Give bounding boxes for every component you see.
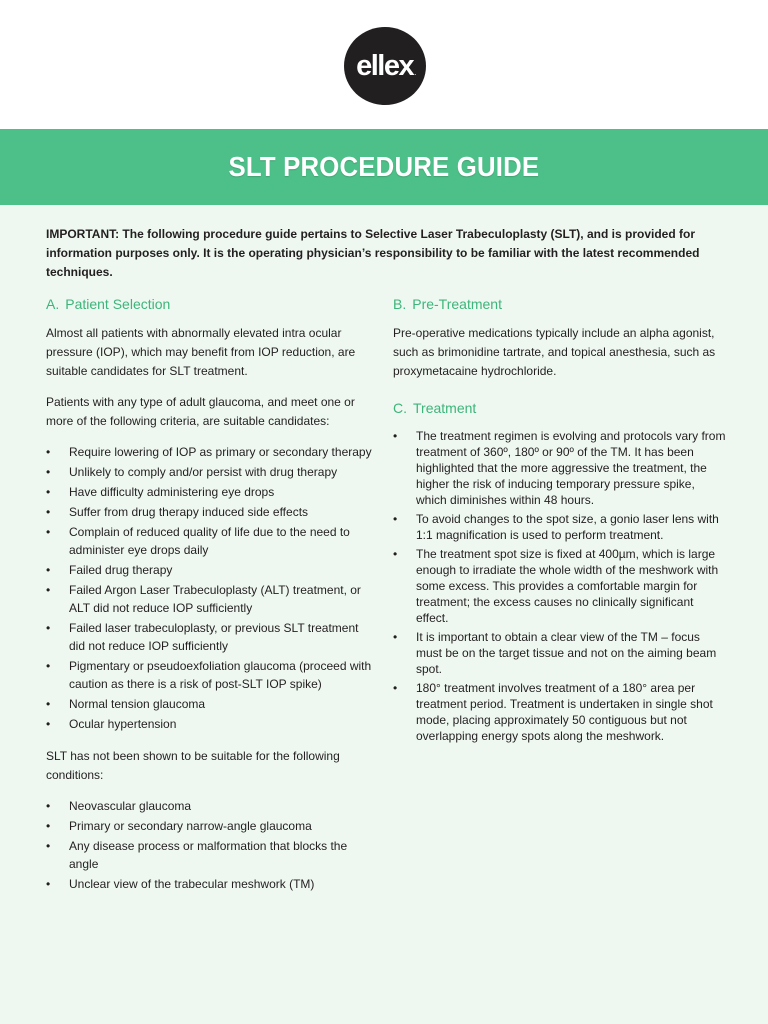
list-item: • 180° treatment involves treatment of a 180° area per treatment period. Treatment is undertaken in single shot mode, placing approximately 50 contiguous but not overlapping energy spots along the meshwork. — [393, 680, 726, 744]
list-item: • Failed drug therapy — [46, 561, 376, 579]
list-item: • Complain of reduced quality of life due to the need to administer eye drops daily — [46, 523, 376, 559]
title-banner — [0, 129, 768, 205]
list-item: • Ocular hypertension — [46, 715, 376, 733]
list-item: • Any disease process or malformation that blocks the angle — [46, 837, 376, 873]
list-item: • Normal tension glaucoma — [46, 695, 376, 713]
left-column — [46, 295, 376, 907]
section-letter: C. — [393, 400, 407, 416]
list-item: • Require lowering of IOP as primary or secondary therapy — [46, 443, 376, 461]
criteria-list — [46, 443, 376, 733]
section-letter: B. — [393, 296, 407, 312]
logo-mark: . — [414, 67, 415, 77]
header — [0, 0, 768, 129]
section-title: Pre-Treatment — [412, 296, 502, 312]
list-item: • Failed Argon Laser Trabeculoplasty (ALT) treatment, or ALT did not reduce IOP sufficiently — [46, 581, 376, 617]
list-item: • Unlikely to comply and/or persist with drug therapy — [46, 463, 376, 481]
section-heading-treatment — [393, 399, 726, 417]
logo-text: ellex — [356, 49, 414, 82]
important-notice: IMPORTANT: The following procedure guide pertains to Selective Laser Trabeculoplasty (SLT), and is provided for information purposes only. It is the operating physician’s responsibility to be familiar with the latest recommended techniques. — [46, 227, 700, 279]
list-item: • To avoid changes to the spot size, a gonio laser lens with 1:1 magnification is used to perform treatment. — [393, 511, 726, 543]
paragraph: Pre-operative medications typically include an alpha agonist, such as brimonidine tartrate, and topical anesthesia, such as proxymetacaine hydrochloride. — [393, 326, 716, 378]
paragraph: SLT has not been shown to be suitable for the following conditions: — [46, 749, 340, 782]
list-item: • Have difficulty administering eye drops — [46, 483, 376, 501]
paragraph: Almost all patients with abnormally elevated intra ocular pressure (IOP), which may benefit from IOP reduction, are suitable candidates for SLT treatment. — [46, 326, 356, 378]
section-title: Patient Selection — [65, 296, 171, 312]
list-item: • Suffer from drug therapy induced side effects — [46, 503, 376, 521]
section-letter: A. — [46, 296, 60, 312]
paragraph: Patients with any type of adult glaucoma, and meet one or more of the following criteria, are suitable candidates: — [46, 395, 355, 428]
list-item: • Pigmentary or pseudoexfoliation glaucoma (proceed with caution as there is a risk of post-SLT IOP spike) — [46, 657, 376, 693]
section-heading-pre-treatment — [393, 295, 726, 313]
ellex-logo — [344, 27, 426, 105]
list-item: • The treatment spot size is fixed at 400µm, which is large enough to irradiate the whole width of the meshwork with some excess. This provides a comfortable margin for treatment; the excess causes no clinically significant effect. — [393, 546, 726, 626]
list-item: • Neovascular glaucoma — [46, 797, 376, 815]
treatment-list — [393, 428, 726, 744]
content-area — [0, 205, 768, 1024]
list-item: • Primary or secondary narrow-angle glaucoma — [46, 817, 376, 835]
list-item: • Failed laser trabeculoplasty, or previous SLT treatment did not reduce IOP sufficiently — [46, 619, 376, 655]
right-column — [393, 295, 726, 758]
section-title: Treatment — [413, 400, 477, 416]
section-heading-patient-selection — [46, 295, 376, 313]
unsuitable-list — [46, 797, 376, 893]
list-item: • Unclear view of the trabecular meshwork (TM) — [46, 875, 376, 893]
list-item: • It is important to obtain a clear view of the TM – focus must be on the target tissue and not on the aiming beam spot. — [393, 629, 726, 677]
page-title: SLT PROCEDURE GUIDE — [228, 151, 540, 182]
list-item: • The treatment regimen is evolving and protocols vary from treatment of 360º, 180º or 90º of the TM. It has been highlighted that the more aggressive the treatment, the higher the risk of inducing temporary pressure spike, which diminishes within 48 hours. — [393, 428, 726, 508]
